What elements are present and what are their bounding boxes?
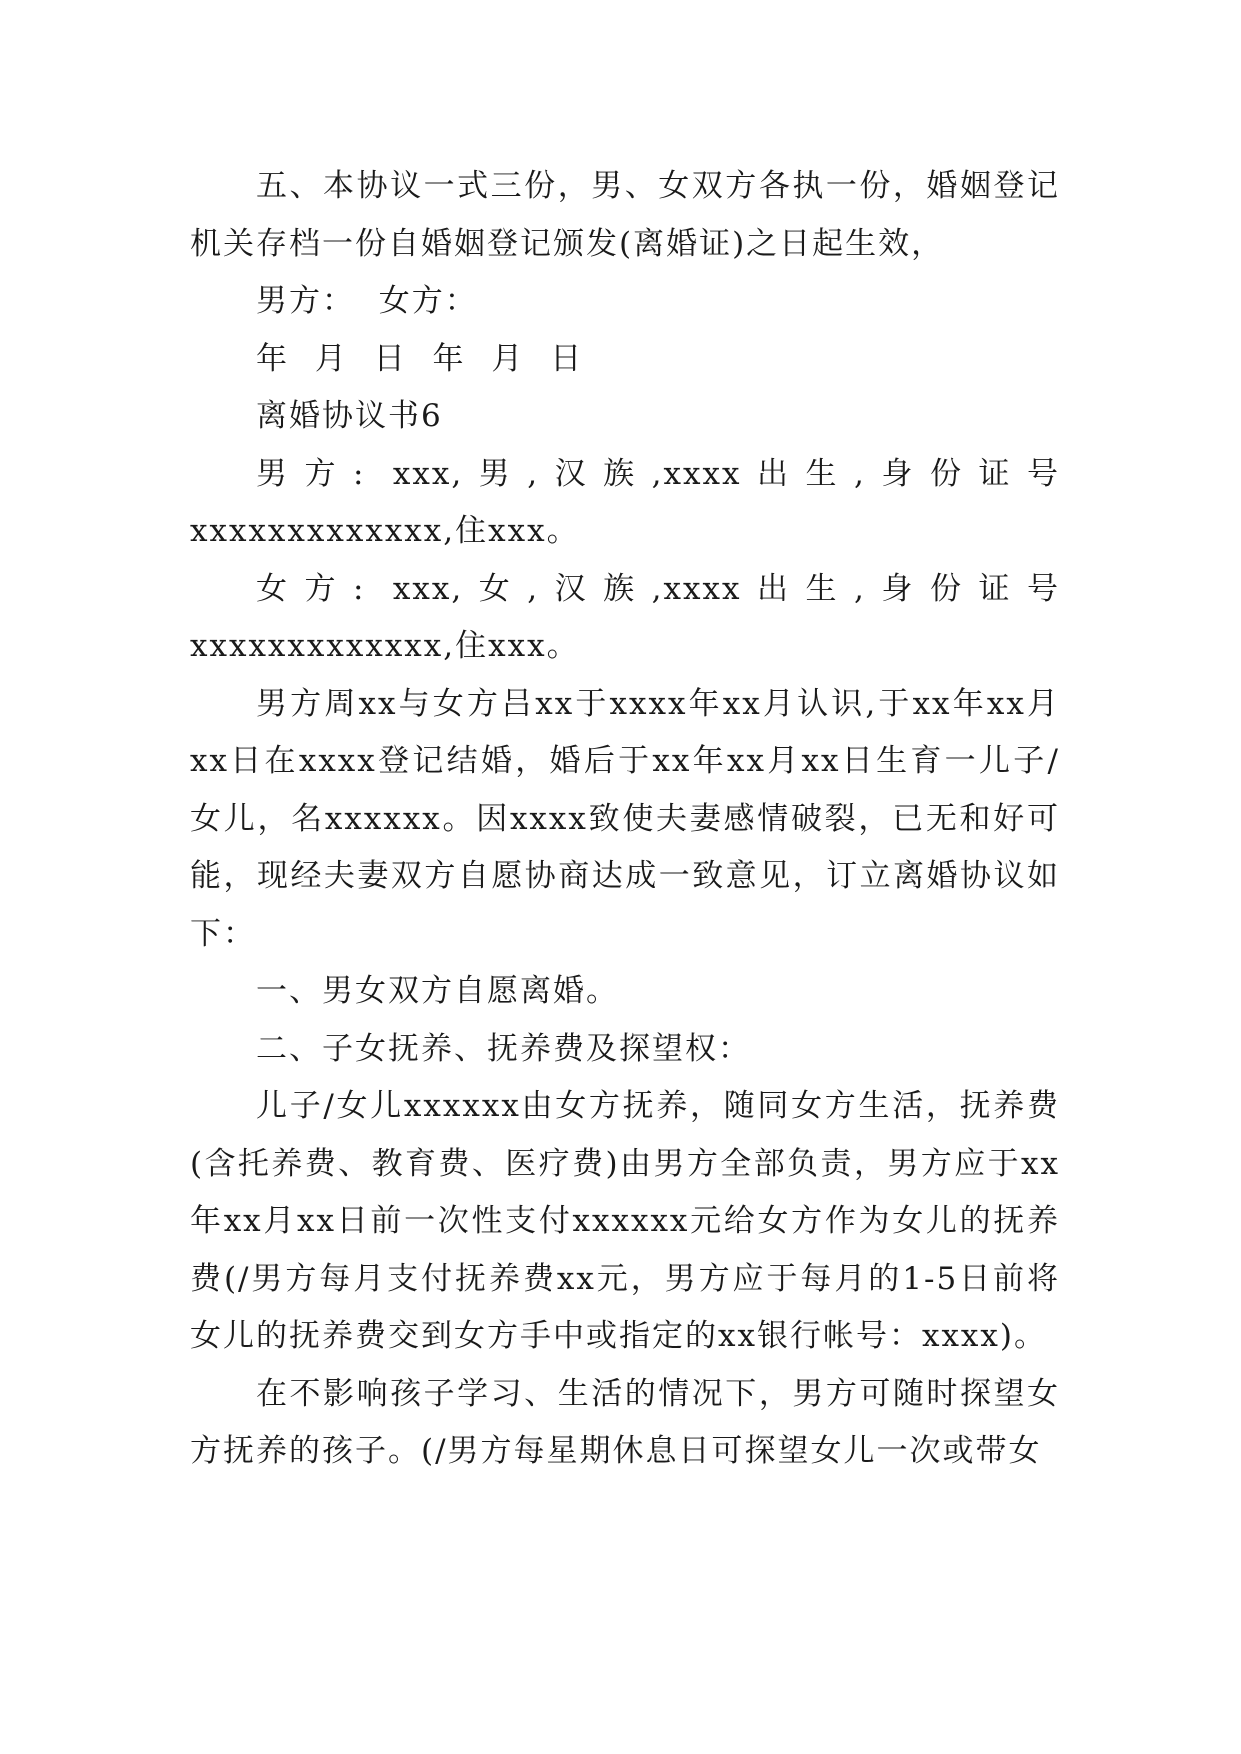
document-body xyxy=(190,158,1060,1481)
paragraph-signature-dates: 年 月 日 年 月 日 xyxy=(256,340,584,377)
paragraph-agreement-title: 离婚协议书6 xyxy=(256,398,443,434)
paragraph-male-party: 男方: xxx,男,汉族,xxxx出生,身份证号xxxxxxxxxxxxx,住xxx。 xyxy=(190,455,1060,549)
paragraph-signature-parties: 男方： 女方： xyxy=(256,283,478,319)
paragraph-clause-2-heading: 二、子女抚养、抚养费及探望权： xyxy=(256,1030,751,1067)
paragraph-female-party: 女方: xxx,女,汉族,xxxx出生,身份证号xxxxxxxxxxxxx,住xxx。 xyxy=(190,570,1060,664)
paragraph-visitation: 在不影响孩子学习、生活的情况下，男方可随时探望女方抚养的孩子。(/男方每星期休息日可探望女儿一次或带女 xyxy=(190,1375,1060,1469)
paragraph-marriage-background: 男方周xx与女方吕xx于xxxx年xx月认识,于xx年xx月xx日在xxxx登记结婚，婚后于xx年xx月xx日生育一儿子/女儿，名xxxxxx。因xxxx致使夫妻感情破裂，已无和好可能，现经夫妻双方自愿协商达成一致意见，订立离婚协议如下： xyxy=(190,685,1060,952)
paragraph-effective-clause: 五、本协议一式三份，男、女双方各执一份，婚姻登记机关存档一份自婚姻登记颁发(离婚证)之日起生效， xyxy=(190,168,1060,262)
paragraph-clause-1: 一、男女双方自愿离婚。 xyxy=(256,973,619,1009)
paragraph-child-support: 儿子/女儿xxxxxx由女方抚养，随同女方生活，抚养费(含托养费、教育费、医疗费)由男方全部负责，男方应于xx年xx月xx日前一次性支付xxxxxx元给女方作为女儿的抚养费(/男方每月支付抚养费xx元，男方应于每月的1-5日前将女儿的抚养费交到女方手中或指定的xx银行帐号：xxxx)。 xyxy=(190,1088,1060,1354)
